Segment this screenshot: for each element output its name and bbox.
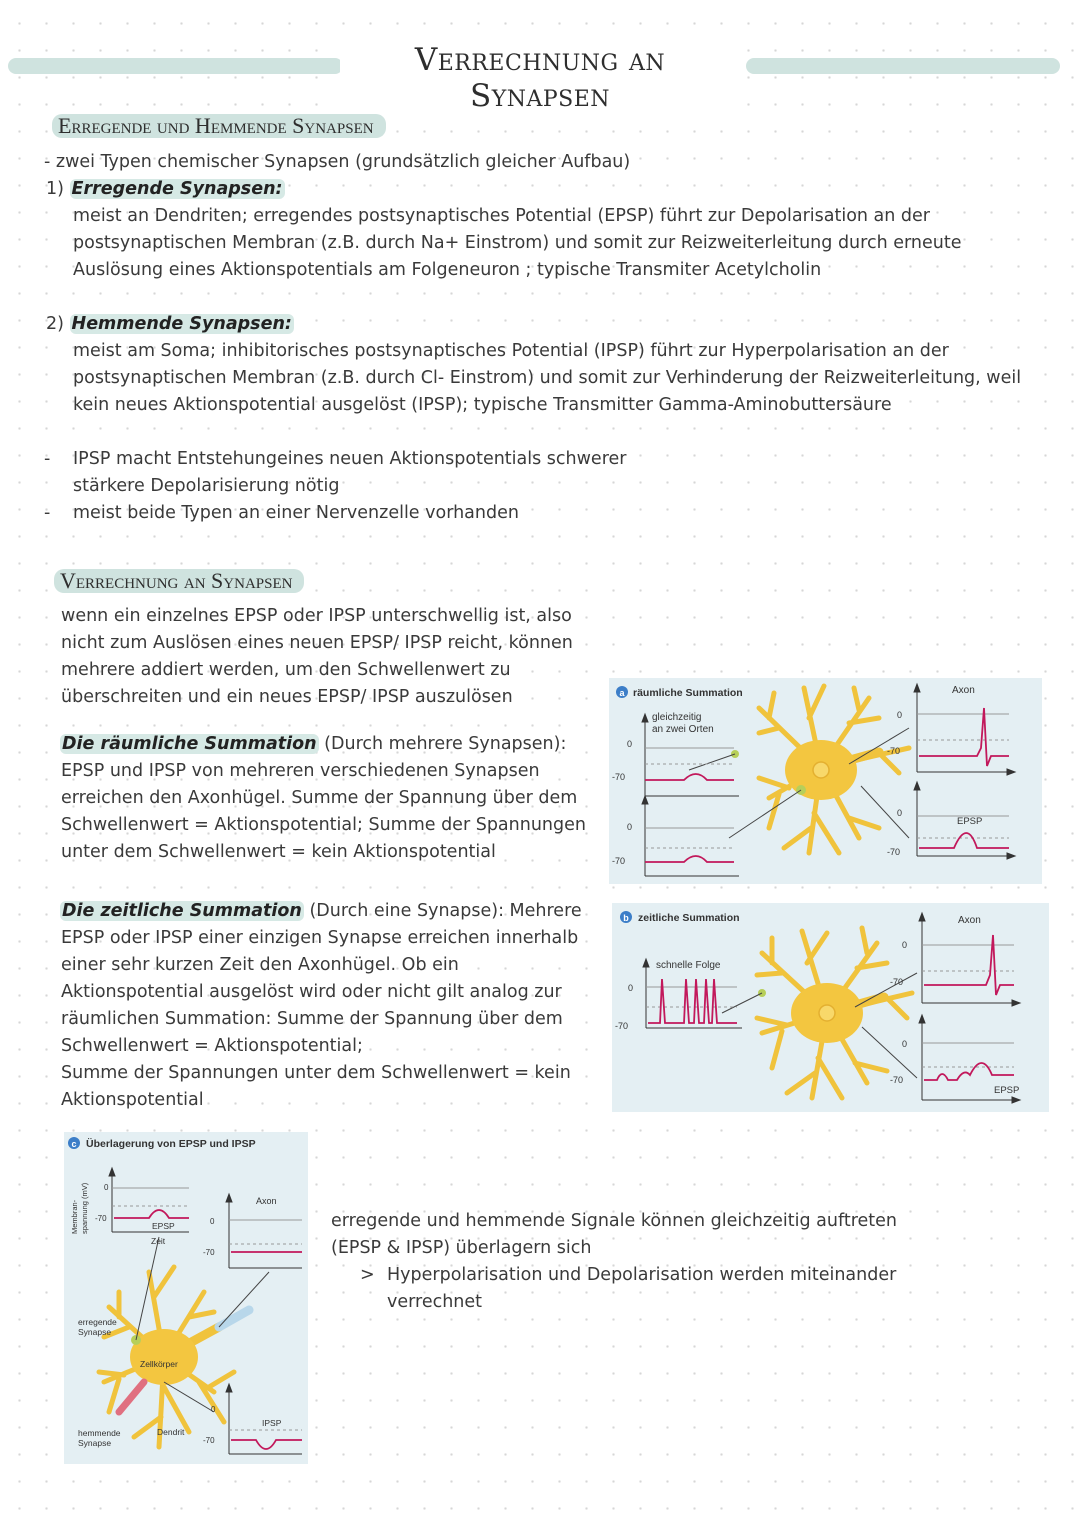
- label-minus70: -70: [887, 847, 901, 857]
- bullet1-line-1: IPSP macht Entstehungeines neuen Aktionspotentials schwerer: [73, 449, 627, 469]
- label-minus70: -70: [203, 1436, 215, 1445]
- spatial-title: Die räumliche Summation: [62, 734, 317, 754]
- spatial-title-rest: (Durch mehrere Synapsen):: [318, 734, 567, 754]
- label-inhibitory-1: hemmende: [78, 1428, 121, 1438]
- label-dendrite: Dendrit: [157, 1427, 185, 1437]
- bullet1-line-2: stärkere Depolarisierung nötig: [73, 476, 340, 496]
- label-minus70: -70: [890, 977, 904, 987]
- overlay-line-1: erregende und hemmende Signale können gleichzeitig auftreten: [331, 1211, 897, 1231]
- temporal-title: Die zeitliche Summation: [62, 901, 302, 921]
- overlay-sub-1: Hyperpolarisation und Depolarisation werden miteinander: [387, 1265, 897, 1285]
- item1-number: 1): [46, 179, 64, 199]
- item1-heading: [46, 176, 285, 203]
- item1-title: Erregende Synapsen:: [71, 179, 283, 199]
- label-soma: Zellkörper: [140, 1359, 178, 1369]
- figure-c-title: Überlagerung von EPSP und IPSP: [86, 1138, 256, 1150]
- item1-line-3: Auslösung eines Aktionspotentials am Folgeneuron ; typische Transmiter Acetylcholin: [73, 260, 822, 280]
- label-ipsp: IPSP: [262, 1418, 282, 1428]
- label-zero: 0: [902, 940, 908, 950]
- label-zero: 0: [628, 983, 634, 993]
- label-epsp: EPSP: [957, 816, 983, 827]
- y-label-1: Membran-: [70, 1199, 79, 1234]
- spatial-heading: [60, 731, 566, 758]
- label-time: Zeit: [151, 1236, 166, 1246]
- temporal-line-1: EPSP oder IPSP einer einzigen Synapse erreichen innerhalb: [61, 928, 579, 948]
- temporal-line-3: Aktionspotential ausgelöst wird oder nicht gilt analog zur: [61, 982, 562, 1002]
- badge-b: b: [623, 913, 629, 923]
- item2-number: 2): [46, 314, 64, 334]
- label-minus70: -70: [203, 1248, 215, 1257]
- figure-b-note: schnelle Folge: [656, 960, 721, 971]
- temporal-line-4: räumlichen Summation: Summe der Spannung über dem: [61, 1009, 563, 1029]
- temporal-line-5: Schwellenwert = Aktionspotential;: [61, 1036, 363, 1056]
- figure-a-note-1: gleichzeitig: [652, 712, 702, 723]
- label-minus70: -70: [887, 746, 901, 756]
- item2-line-1: meist am Soma; inhibitorisches postsynaptisches Potential (IPSP) führt zur Hyperpolarisation an der: [73, 341, 949, 361]
- figure-a-note-2: an zwei Orten: [652, 724, 714, 735]
- figure-b-title: zeitliche Summation: [638, 912, 740, 924]
- figure-a-title: räumliche Summation: [633, 687, 743, 699]
- label-minus70: -70: [615, 1021, 629, 1031]
- bullet1-dash: -: [44, 449, 51, 469]
- item1-line-1: meist an Dendriten; erregendes postsynaptisches Potential (EPSP) führt zur Depolarisation an der: [73, 206, 931, 226]
- overlay-arrow: >: [360, 1265, 375, 1285]
- page-title: Verrechnung an Synapsen: [340, 42, 740, 114]
- y-label-2: spannung (mV): [80, 1182, 89, 1234]
- rapid-epsp-trace: [648, 979, 737, 1023]
- badge-a: a: [619, 688, 625, 698]
- action-potential-trace: [924, 935, 1014, 995]
- item2-line-3: kein neues Aktionspotential ausgelöst (IPSP); typische Transmitter Gamma-Aminobuttersäure: [73, 395, 892, 415]
- label-zero: 0: [210, 1217, 215, 1226]
- label-zero: 0: [211, 1405, 216, 1414]
- epsp-trace-2: [645, 856, 734, 862]
- temporal-line-2: einer sehr kurzen Zeit den Axonhügel. Ob ein: [61, 955, 459, 975]
- item1-line-2: postsynaptischen Membran (z.B. durch Na+ Einstrom) und somit zur Reizweiterleitung durch erneute: [73, 233, 962, 253]
- label-zero: 0: [627, 822, 633, 832]
- label-excitatory-2: Synapse: [78, 1327, 112, 1337]
- action-potential-trace: [919, 708, 1009, 766]
- badge-c: c: [71, 1139, 77, 1149]
- temporal-heading: [60, 898, 582, 925]
- bullet2-line-1: meist beide Typen an einer Nervenzelle vorhanden: [73, 503, 519, 523]
- overlay-sub-2: verrechnet: [387, 1292, 483, 1312]
- figure-spatial-summation: [609, 678, 1042, 884]
- label-epsp: EPSP: [152, 1221, 175, 1231]
- label-zero: 0: [902, 1039, 908, 1049]
- spatial-line-4: unter dem Schwellenwert = kein Aktionspotential: [61, 842, 496, 862]
- epsp-sum-trace: [924, 1063, 1014, 1080]
- section-heading-summation: Verrechnung an Synapsen: [54, 569, 304, 593]
- epsp-trace: [114, 1210, 189, 1218]
- label-axon: Axon: [256, 1196, 277, 1206]
- temporal-line-6: Summe der Spannungen unter dem Schwellenwert = kein: [61, 1063, 571, 1083]
- label-epsp: EPSP: [994, 1085, 1020, 1096]
- label-zero: 0: [104, 1183, 109, 1192]
- epsp-sum-trace: [919, 833, 1009, 848]
- title-bar-left: [8, 58, 343, 74]
- spatial-line-3: Schwellenwert = Aktionspotential; Summe der Spannungen: [61, 815, 586, 835]
- bullet2-dash: -: [44, 503, 51, 523]
- label-minus70: -70: [890, 1075, 904, 1085]
- temporal-line-7: Aktionspotential: [61, 1090, 204, 1110]
- summation-intro-1: wenn ein einzelnes EPSP oder IPSP unterschwellig ist, also: [61, 606, 572, 626]
- intro-line: - zwei Typen chemischer Synapsen (grundsätzlich gleicher Aufbau): [44, 152, 631, 172]
- ipsp-trace: [231, 1440, 302, 1449]
- label-inhibitory-2: Synapse: [78, 1438, 112, 1448]
- epsp-trace-1: [645, 774, 734, 780]
- spatial-line-1: EPSP und IPSP von mehreren verschiedenen Synapsen: [61, 761, 540, 781]
- label-axon: Axon: [958, 915, 981, 926]
- label-minus70: -70: [612, 772, 626, 782]
- figure-temporal-summation: [612, 903, 1049, 1112]
- spatial-line-2: erreichen den Axonhügel. Summe der Spannung über dem: [61, 788, 578, 808]
- title-bar-right: [746, 58, 1060, 74]
- summation-intro-4: überschreiten und ein neues EPSP/ IPSP auszulösen: [61, 687, 513, 707]
- label-zero: 0: [897, 710, 903, 720]
- item2-title: Hemmende Synapsen:: [71, 314, 292, 334]
- label-minus70: -70: [612, 856, 626, 866]
- label-axon: Axon: [952, 685, 975, 696]
- label-minus70: -70: [95, 1214, 107, 1223]
- figure-epsp-ipsp-overlay: [64, 1132, 308, 1464]
- section-heading-synapse-types: Erregende und Hemmende Synapsen: [52, 114, 386, 138]
- summation-intro-2: nicht zum Auslösen eines neuen EPSP/ IPSP reicht, können: [61, 633, 573, 653]
- overlay-line-2: (EPSP & IPSP) überlagern sich: [331, 1238, 592, 1258]
- label-excitatory-1: erregende: [78, 1317, 117, 1327]
- item2-heading: [46, 311, 294, 338]
- label-zero: 0: [897, 808, 903, 818]
- item2-line-2: postsynaptischen Membran (z.B. durch Cl- Einstrom) und somit zur Verhinderung der Reizweiterleitung, weil: [73, 368, 1022, 388]
- summation-intro-3: mehrere addiert werden, um den Schwellenwert zu: [61, 660, 511, 680]
- temporal-title-rest: (Durch eine Synapse): Mehrere: [303, 901, 582, 921]
- label-zero: 0: [627, 739, 633, 749]
